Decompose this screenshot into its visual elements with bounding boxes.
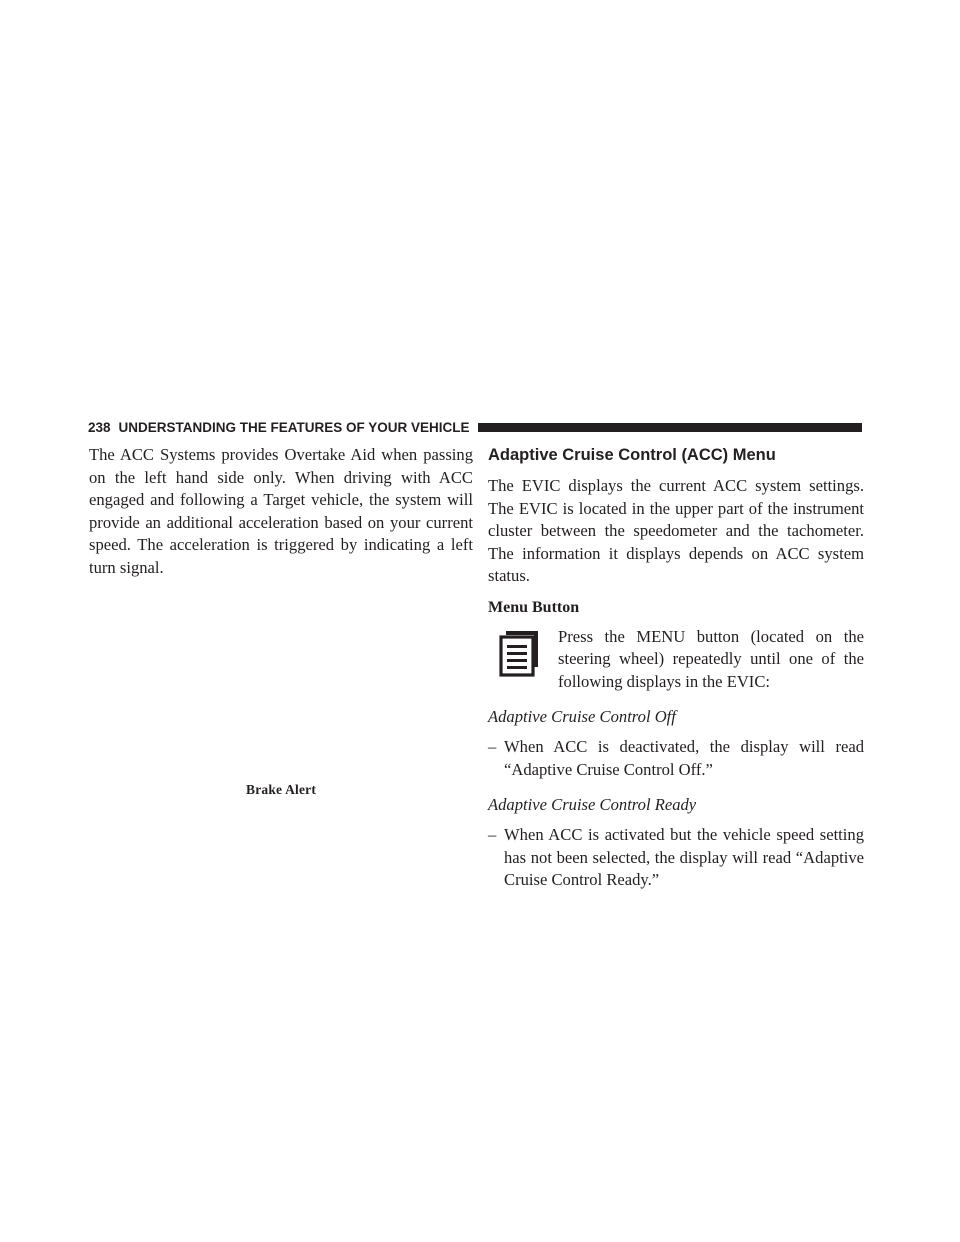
overtake-aid-paragraph: The ACC Systems provides Overtake Aid when passing on the left hand side only. When driving with ACC engaged and following a Target vehicle, the system will provide an additional acceleration based on your current speed. The acceleration is triggered by indicating a left turn signal. [89, 445, 473, 577]
figure-caption: Brake Alert [246, 782, 317, 797]
menu-button-title: Menu Button [488, 598, 580, 616]
menu-button-text: Press the MENU button (located on the steering wheel) repeatedly until one of the following displays in the EVIC: [558, 626, 864, 691]
menu-list-icon [498, 629, 544, 677]
item-text-off: When ACC is deactivated, the display will read “Adaptive Cruise Control Off.” [504, 737, 864, 779]
intro-paragraph: The EVIC displays the current ACC system settings. The EVIC is located in the upper part of the instrument cluster between the speedometer and the tachometer. The information it displays depends on ACC system status. [488, 476, 864, 585]
item-text-ready: When ACC is activated but the vehicle speed setting has not been selected, the display will read “Adaptive Cruise Control Ready.” [504, 825, 864, 889]
page-header [88, 416, 862, 438]
section-heading: Adaptive Cruise Control (ACC) Menu [488, 446, 776, 464]
header-rule [478, 423, 862, 432]
right-column [488, 444, 864, 892]
list-item [488, 824, 864, 892]
page-number: 238 [88, 419, 111, 435]
item-title-ready: Adaptive Cruise Control Ready [488, 795, 697, 814]
dash-marker: – [488, 825, 497, 844]
menu-button-block [488, 626, 864, 694]
section-title: UNDERSTANDING THE FEATURES OF YOUR VEHICLE [118, 419, 470, 435]
dash-marker: – [488, 737, 497, 756]
list-item [488, 736, 864, 781]
left-column [89, 444, 473, 579]
item-title-off: Adaptive Cruise Control Off [488, 707, 676, 726]
